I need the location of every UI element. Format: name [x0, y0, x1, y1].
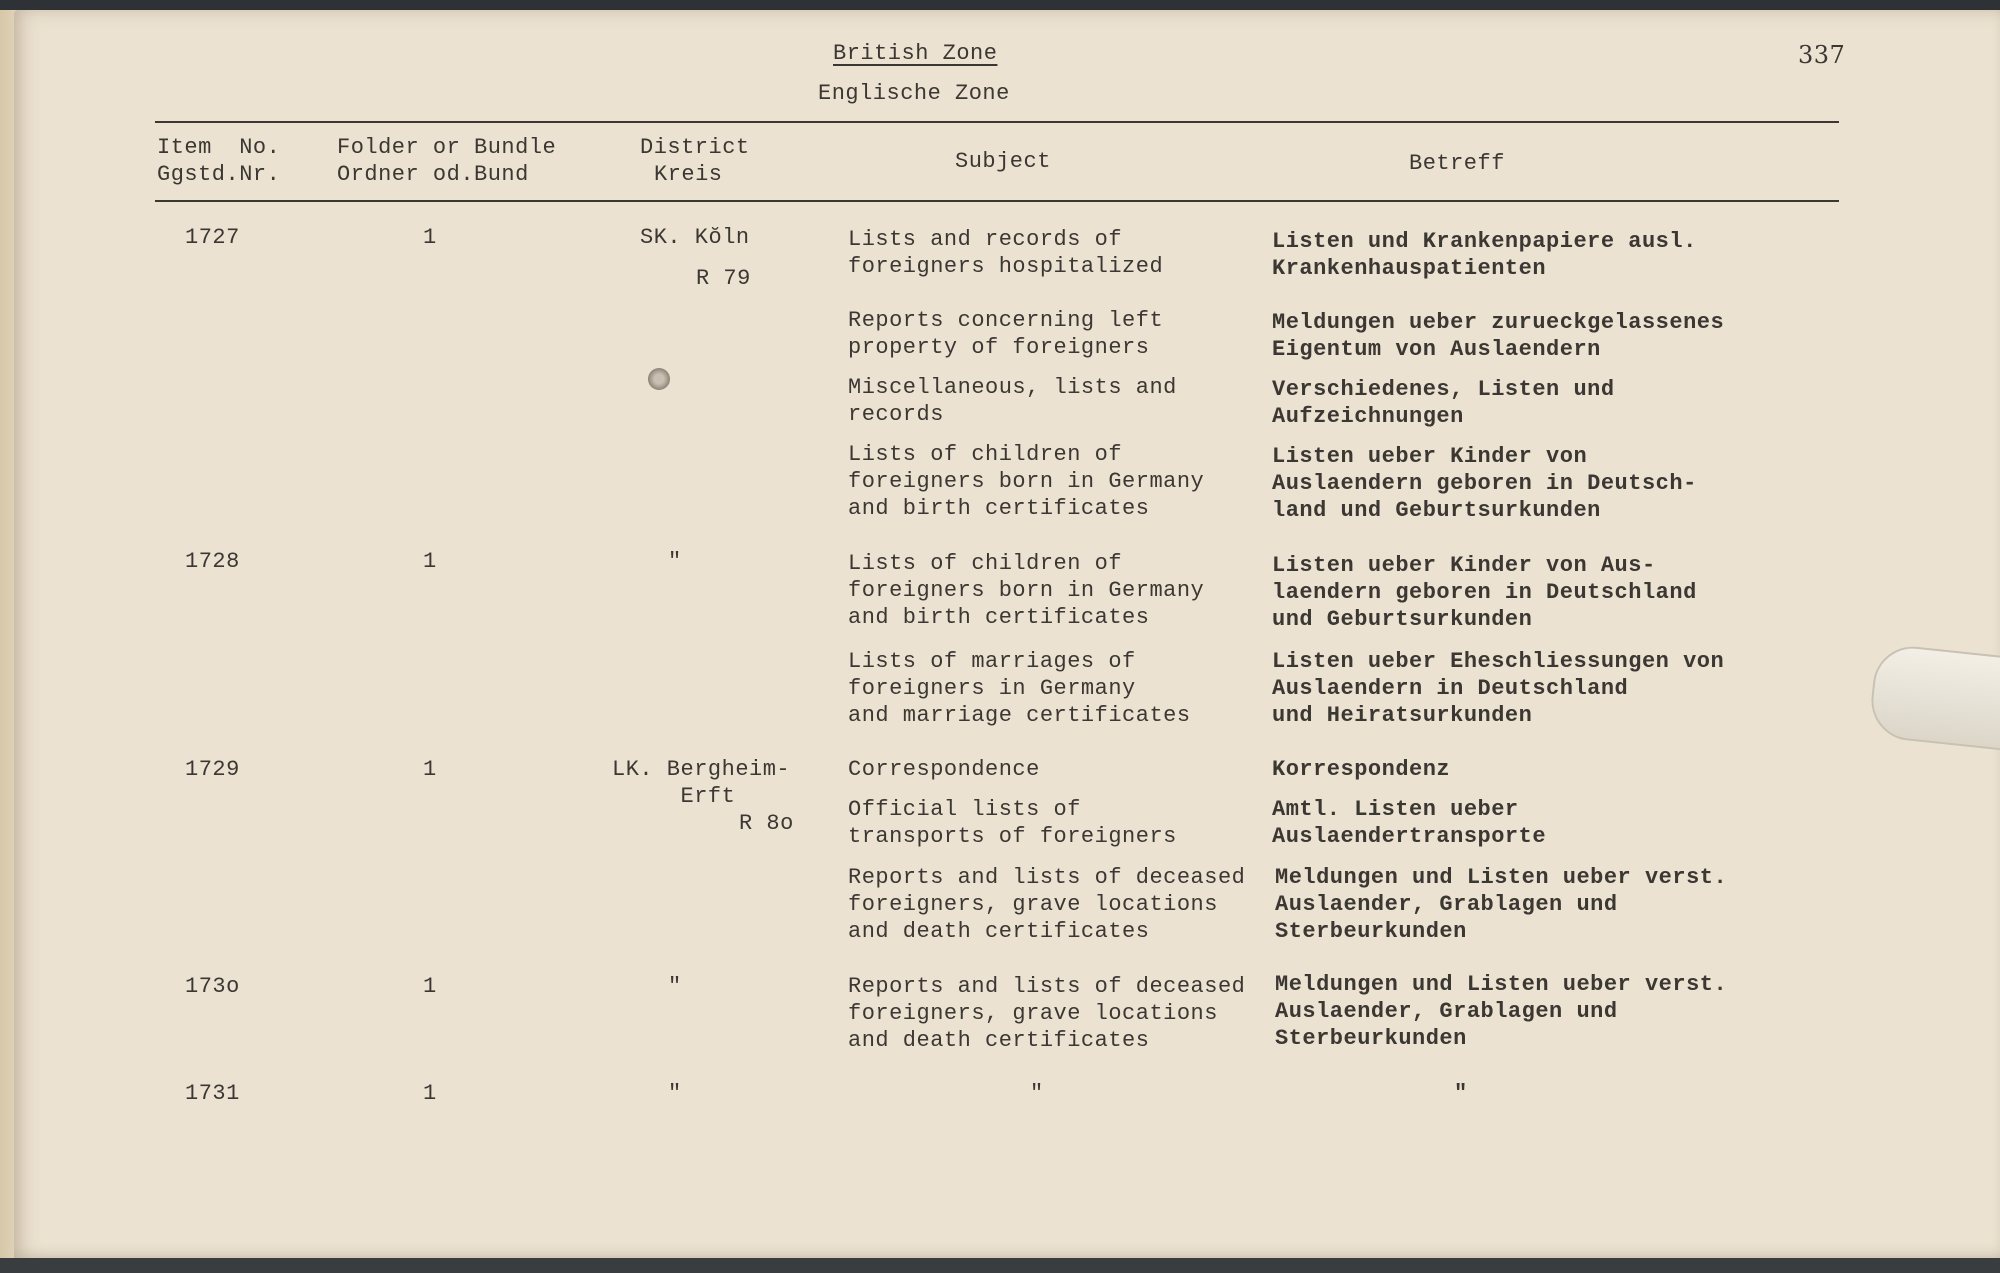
- row-1727-district: SK. Kŏln: [640, 225, 750, 250]
- row-1731-folder: 1: [423, 1081, 437, 1106]
- row-1729-subject-3: Reports and lists of deceased foreigners, grave locations and death certificates: [848, 865, 1246, 944]
- row-1730-district: ": [668, 974, 682, 999]
- row-1731-betreff-1: ": [1454, 1081, 1468, 1106]
- col-betreff-header: Betreff: [1409, 151, 1505, 176]
- row-1729-folder: 1: [423, 757, 437, 782]
- row-1729-betreff-1: Korrespondenz: [1272, 757, 1451, 782]
- row-1727-item: 1727: [185, 225, 240, 250]
- row-1728-subject-1: Lists of children of foreigners born in Germany and birth certificates: [848, 551, 1205, 630]
- header-top-rule: [155, 121, 1839, 123]
- punch-hole: [648, 368, 670, 390]
- col-subject-header: Subject: [955, 149, 1051, 174]
- row-1727-subject-3: Miscellaneous, lists and records: [848, 375, 1177, 427]
- row-1727-subject-4: Lists of children of foreigners born in Germany and birth certificates: [848, 442, 1205, 521]
- row-1728-betreff-2: Listen ueber Eheschliessungen von Auslaendern in Deutschland und Heiratsurkunden: [1272, 649, 1725, 728]
- zone-subtitle: Englische Zone: [818, 81, 1010, 106]
- row-1730-subject-1: Reports and lists of deceased foreigners, grave locations and death certificates: [848, 974, 1246, 1053]
- zone-title: British Zone: [833, 41, 998, 66]
- row-1729-subject-1: Correspondence: [848, 757, 1040, 782]
- row-1730-folder: 1: [423, 974, 437, 999]
- row-1731-subject-1: ": [1030, 1081, 1044, 1106]
- row-1727-betreff-3: Verschiedenes, Listen und Aufzeichnungen: [1272, 377, 1615, 429]
- row-1727-folder: 1: [423, 225, 437, 250]
- row-1727-subject-2: Reports concerning left property of foreigners: [848, 308, 1164, 360]
- row-1727-subject-1: Lists and records of foreigners hospitalized: [848, 227, 1164, 279]
- col-district-header-1: District: [640, 135, 750, 160]
- row-1728-item: 1728: [185, 549, 240, 574]
- row-1729-betreff-3: Meldungen und Listen ueber verst. Auslaender, Grablagen und Sterbeurkunden: [1275, 865, 1728, 944]
- row-1729-item: 1729: [185, 757, 240, 782]
- row-1729-subject-2: Official lists of transports of foreigners: [848, 797, 1177, 849]
- row-1730-item: 173o: [185, 974, 240, 999]
- row-1727-betreff-1: Listen und Krankenpapiere ausl. Krankenhauspatienten: [1272, 229, 1697, 281]
- row-1729-district-code: R 8o: [739, 811, 794, 836]
- row-1727-district-code: R 79: [696, 266, 751, 291]
- row-1728-folder: 1: [423, 549, 437, 574]
- row-1728-betreff-1: Listen ueber Kinder von Aus- laendern geboren in Deutschland und Geburtsurkunden: [1272, 553, 1697, 632]
- row-1727-betreff-2: Meldungen ueber zurueckgelassenes Eigentum von Auslaendern: [1272, 310, 1725, 362]
- document-page: [14, 10, 2000, 1262]
- row-1730-betreff-1: Meldungen und Listen ueber verst. Auslaender, Grablagen und Sterbeurkunden: [1275, 972, 1728, 1051]
- col-item-header-1: Item No.: [157, 135, 281, 160]
- row-1731-district: ": [668, 1081, 682, 1106]
- row-1728-district: ": [668, 549, 682, 574]
- header-bottom-rule: [155, 200, 1839, 202]
- row-1731-item: 1731: [185, 1081, 240, 1106]
- col-district-header-2: Kreis: [654, 162, 723, 187]
- row-1727-betreff-4: Listen ueber Kinder von Auslaendern geboren in Deutsch- land und Geburtsurkunden: [1272, 444, 1697, 523]
- col-item-header-2: Ggstd.Nr.: [157, 162, 281, 187]
- col-folder-header-2: Ordner od.Bund: [337, 162, 529, 187]
- page-bottom-edge: [0, 1258, 2000, 1273]
- col-folder-header-1: Folder or Bundle: [337, 135, 557, 160]
- row-1729-district: LK. Bergheim- Erft: [612, 757, 791, 809]
- row-1729-betreff-2: Amtl. Listen ueber Auslaendertransporte: [1272, 797, 1547, 849]
- page-number: 337: [1798, 41, 1846, 69]
- row-1728-subject-2: Lists of marriages of foreigners in Germany and marriage certificates: [848, 649, 1191, 728]
